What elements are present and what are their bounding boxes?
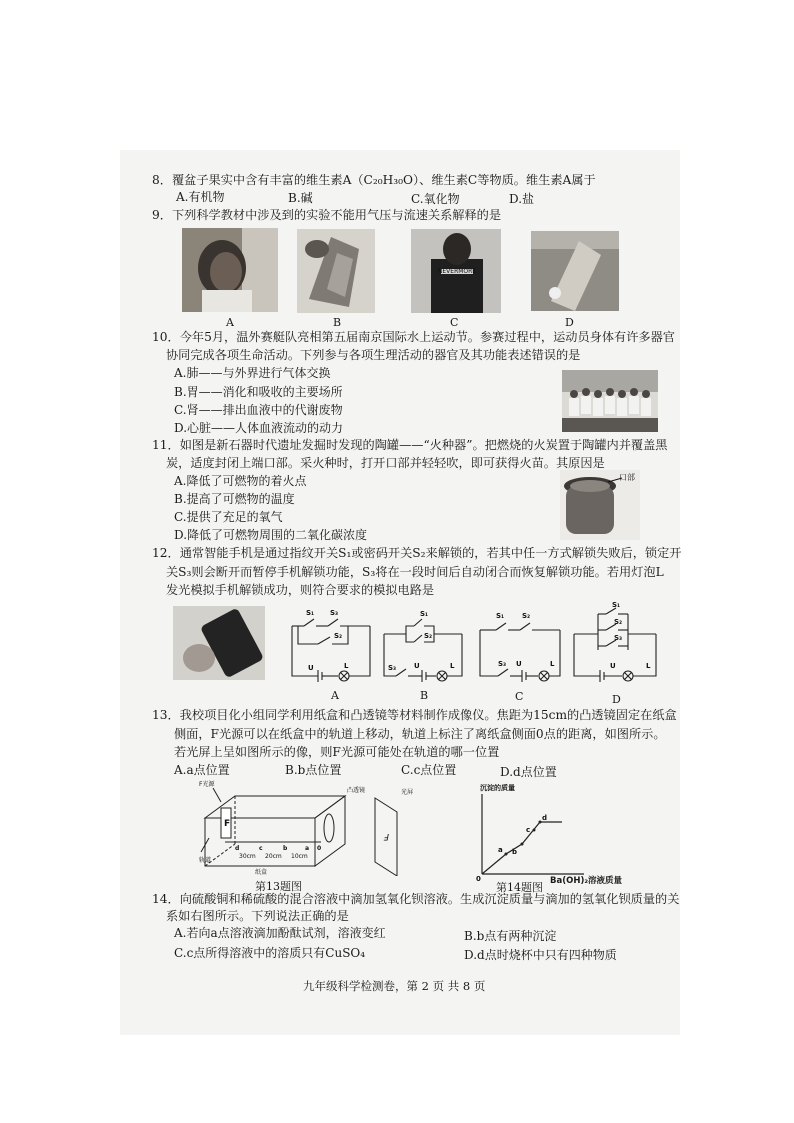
q12-circuit-c bbox=[476, 604, 564, 686]
q13-label-screen: 光屏 bbox=[401, 789, 414, 796]
q8-option-b: B.碱 bbox=[288, 191, 313, 205]
q12b-l-label: L bbox=[450, 662, 455, 670]
q13-line-2: 侧面，F光源可以在纸盒中的轨道上移动，轨道上标注了离纸盒侧面0点的距离，如图所示。 bbox=[174, 727, 666, 741]
q8-option-c: C.氧化物 bbox=[411, 192, 460, 206]
q14-y-axis-label: 沉淀的质量 bbox=[480, 784, 515, 792]
q13-option-c: C.c点位置 bbox=[401, 763, 457, 777]
q13-label-track: 轨道 bbox=[199, 857, 212, 864]
q9-label-b: B bbox=[333, 316, 342, 329]
q13-label-light: F光源 bbox=[199, 781, 215, 788]
q12-label-a: A bbox=[331, 689, 339, 702]
q13-option-a: A.a点位置 bbox=[174, 763, 230, 777]
q12a-u-label: U bbox=[308, 664, 314, 672]
q11-option-d: D.降低了可燃物周围的二氧化碳浓度 bbox=[174, 528, 368, 542]
q11-option-a: A.降低了可燃物的着火点 bbox=[174, 474, 307, 488]
q13-option-d: D.d点位置 bbox=[500, 765, 557, 779]
q13-tick-20: 20cm bbox=[265, 853, 282, 860]
q14-line-1: 14．向硫酸铜和稀硫酸的混合溶液中滴加氢氧化钡溶液。生成沉淀质量与滴加的氢氧化钡质量的关 bbox=[152, 892, 680, 906]
q12-label-d: D bbox=[612, 693, 621, 706]
q12d-s3-label: S₃ bbox=[614, 634, 623, 642]
q9-label-a: A bbox=[226, 316, 234, 329]
q13-tick-10: 10cm bbox=[291, 853, 308, 860]
q13-label-lens: 凸透镜 bbox=[347, 787, 366, 794]
q12d-s1-label: S₁ bbox=[612, 601, 621, 609]
q11-option-b: B.提高了可燃物的温度 bbox=[174, 492, 295, 506]
q12c-l-label: L bbox=[550, 660, 555, 668]
q8-option-a: A.有机物 bbox=[176, 190, 225, 204]
q8-stem: 8．覆盆子果实中含有丰富的维生素A（C₂₀H₃₀O）、维生素C等物质。维生素A属于 bbox=[152, 173, 596, 187]
q13-caption: 第13题图 bbox=[255, 880, 302, 893]
q13-option-b: B.b点位置 bbox=[285, 763, 342, 777]
q9-label-c: C bbox=[450, 316, 459, 329]
q12-circuit-b bbox=[380, 604, 466, 686]
q14-option-d: D.d点时烧杯中只有四种物质 bbox=[464, 948, 617, 962]
q14-figure-precipitate-graph bbox=[472, 782, 622, 882]
q12d-u-label: U bbox=[610, 662, 616, 670]
q9-photo-b bbox=[297, 229, 375, 313]
q12c-u-label: U bbox=[516, 660, 522, 668]
q10-option-b: B.胃——消化和吸收的主要场所 bbox=[174, 385, 343, 399]
q12b-u-label: U bbox=[414, 662, 420, 670]
q9-shirt-text: NEVERMORE bbox=[437, 268, 477, 275]
q12c-s1-label: S₁ bbox=[496, 612, 505, 620]
q13-label-box: 纸盒 bbox=[255, 869, 268, 876]
q13-figure-camera-box bbox=[195, 778, 415, 876]
q14-option-b: B.b点有两种沉淀 bbox=[464, 929, 557, 943]
q10-line-2: 协同完成各项生命活动。下列参与各项生理活动的器官及其功能表述错误的是 bbox=[166, 348, 581, 362]
q12a-s2-label: S₂ bbox=[334, 632, 343, 640]
q13-point-a: a bbox=[305, 845, 310, 852]
q9-photo-a bbox=[182, 228, 278, 312]
q12d-l-label: L bbox=[646, 662, 651, 670]
page-footer: 九年级科学检测卷，第 2 页 共 8 页 bbox=[303, 979, 486, 993]
q12-label-b: B bbox=[420, 689, 429, 702]
q10-photo-rowing-team bbox=[562, 370, 658, 432]
q12d-s2-label: S₂ bbox=[614, 618, 623, 626]
q14-caption: 第14题图 bbox=[496, 881, 543, 894]
q14-point-c: c bbox=[526, 826, 531, 834]
q14-x-axis-label: Ba(OH)₂溶液质量 bbox=[550, 876, 623, 886]
q12c-s3-label: S₃ bbox=[498, 660, 507, 668]
q14-point-d: d bbox=[542, 814, 548, 822]
q13-line-1: 13．我校项目化小组同学利用纸盒和凸透镜等材料制作成像仪。焦距为15cm的凸透镜固定在纸盒 bbox=[152, 708, 677, 722]
q11-callout-mouth: 口部 bbox=[619, 473, 635, 482]
q8-option-d: D.盐 bbox=[509, 192, 535, 206]
q14-option-c: C.c点所得溶液中的溶质只有CuSO₄ bbox=[174, 946, 366, 960]
q14-point-a: a bbox=[498, 846, 503, 854]
q12a-s3-label: S₃ bbox=[330, 609, 339, 617]
q12-line-3: 发光模拟手机解锁成功，则符合要求的模拟电路是 bbox=[166, 583, 435, 597]
q12a-s1-label: S₁ bbox=[306, 609, 315, 617]
q11-line-2: 炭，适度封闭上端口部。采火种时，打开口部并轻轻吹，即可获得火苗。其原因是 bbox=[166, 456, 605, 470]
q10-option-d: D.心脏——人体血液流动的动力 bbox=[174, 421, 344, 435]
q13-point-d: d bbox=[235, 845, 240, 852]
q10-option-a: A.肺——与外界进行气体交换 bbox=[174, 366, 331, 380]
q12b-s2-label: S₂ bbox=[424, 632, 433, 640]
q9-photo-d bbox=[531, 231, 619, 311]
q12b-s1-label: S₁ bbox=[420, 610, 429, 618]
q12-photo-phone bbox=[173, 606, 265, 680]
q10-line-1: 10．今年5月，温外赛艇队亮相第五届南京国际水上运动节。参赛过程中，运动员身体有许多器官 bbox=[152, 330, 675, 344]
q13-screen-image: F bbox=[383, 831, 389, 841]
q12-circuit-d bbox=[570, 600, 660, 688]
q13-point-c: c bbox=[259, 845, 263, 852]
q12b-s3-label: S₃ bbox=[388, 664, 397, 672]
q9-label-d: D bbox=[565, 316, 574, 329]
q13-line-3: 若光屏上呈如图所示的像，则F光源可能处在轨道的哪一位置 bbox=[174, 745, 500, 759]
q12c-s2-label: S₂ bbox=[522, 612, 531, 620]
q12-circuit-a bbox=[288, 604, 374, 686]
q13-tick-30: 30cm bbox=[239, 853, 256, 860]
q11-line-1: 11．如图是新石器时代遗址发掘时发现的陶罐——“火种器”。把燃烧的火炭置于陶罐内并覆盖黑 bbox=[152, 438, 668, 452]
q13-point-b: b bbox=[283, 845, 288, 852]
q9-stem: 9．下列科学教材中涉及到的实验不能用气压与流速关系解释的是 bbox=[152, 208, 502, 222]
q10-option-c: C.肾——排出血液中的代谢废物 bbox=[174, 403, 343, 417]
q13-light-letter: F bbox=[224, 819, 231, 829]
q14-origin: 0 bbox=[476, 875, 481, 882]
q12-line-2: 关S₃则会断开而暂停手机解锁功能，S₃将在一段时间后自动闭合而恢复解锁功能。若用灯泡L bbox=[166, 565, 664, 579]
q12a-l-label: L bbox=[344, 662, 349, 670]
q14-option-a: A.若向a点溶液滴加酚酞试剂，溶液变红 bbox=[174, 926, 386, 940]
q13-point-0: 0 bbox=[317, 845, 322, 852]
q9-photo-c bbox=[411, 229, 501, 313]
q12-line-1: 12．通常智能手机是通过指纹开关S₁或密码开关S₂来解锁的，若其中任一方式解锁失败后，锁定开 bbox=[152, 546, 682, 560]
q14-line-2: 系如右图所示。下列说法正确的是 bbox=[166, 909, 349, 923]
q12-label-c: C bbox=[515, 690, 524, 703]
q11-option-c: C.提供了充足的氧气 bbox=[174, 510, 283, 524]
q14-point-b: b bbox=[512, 848, 518, 856]
